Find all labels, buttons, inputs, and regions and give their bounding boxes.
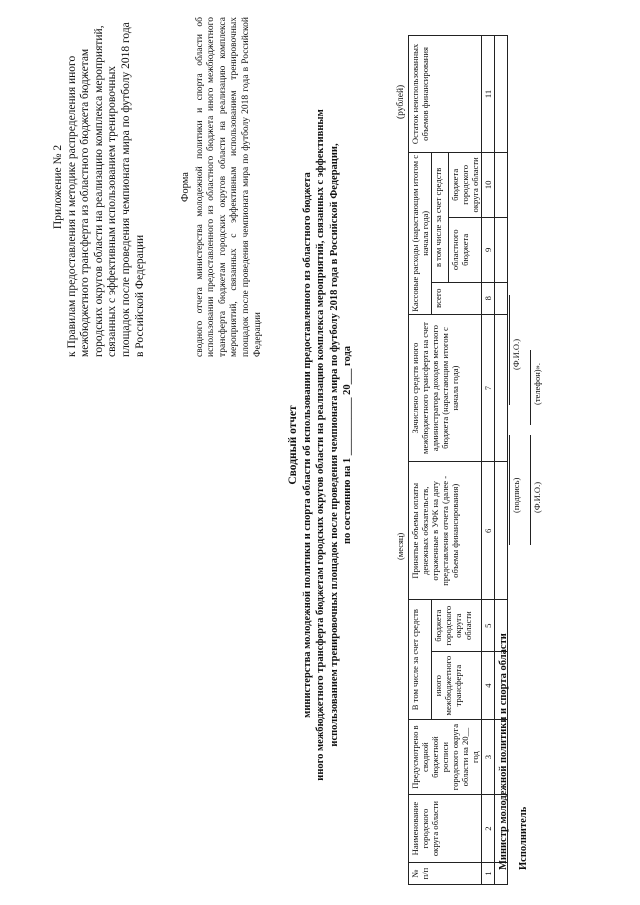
header-liabilities: Принятые объемы оплаты денежных обязательств, отраженные в УФК на дату представления отчета (далее - объемы финансирования)	[409, 462, 482, 600]
header-including: В том числе за счет средств	[409, 600, 432, 720]
table-row-numbers	[482, 36, 495, 885]
header-planned: Предусмотрено в сводной бюджетной росписи городского округа области на 20__ год	[409, 720, 482, 795]
header-district-name: Наименование городского округа области	[409, 795, 482, 863]
col-number: 4	[482, 652, 495, 720]
header-city-budget: бюджета городского округа области	[432, 600, 482, 652]
col-number: 6	[482, 462, 495, 600]
report-table	[408, 35, 508, 885]
month-hint: (месяц)	[395, 532, 405, 560]
col-number: 1	[482, 863, 495, 885]
header-total: всего	[432, 282, 482, 314]
table-cell	[495, 462, 508, 600]
header-regional-budget: областного бюджета	[449, 217, 482, 282]
table-cell	[495, 282, 508, 314]
form-text: сводного отчета министерства молодежной политики и спорта области об использовании предоставленного из областного бюджета иного межбюджетного трансферта бюджетам городских округов области на реализацию комплекса мероприятий, связанных с эффективным использованием тренировочных площадок после проведения чемпионата мира по футболу 2018 года в Российской Федерации	[194, 17, 263, 357]
phone-hint: (телефон)».	[532, 363, 542, 405]
report-title-line4: использованием тренировочных площадок после проведения чемпионата мира по футболу 2018 года в Российской Федерации,	[328, 143, 340, 747]
col-number: 10	[482, 152, 495, 217]
unit-label: (рублей)	[396, 84, 406, 119]
header-other-transfer: иного межбюджетного трансферта	[432, 652, 482, 720]
minister-label: Министр молодежной политики и спорта области	[498, 633, 509, 870]
header-credited: Зачислено средств иного межбюджетного трансферта на счет администратора доходов местного бюджета (нарастающим итогом с начала года)	[409, 314, 482, 462]
signature-line	[509, 435, 510, 545]
header-city-budget-2: бюджета городского округа области	[449, 152, 482, 217]
table-cell	[495, 152, 508, 217]
phone-line	[530, 350, 531, 425]
report-title	[287, 25, 355, 865]
executor-fio-line	[530, 435, 531, 545]
report-title-line3: иного межбюджетного трансферта бюджетам городских округов области на реализацию комплекса мероприятий, связанных с эффективным	[315, 109, 327, 781]
appendix-text: к Правилам предоставления и методике распределения иного межбюджетного трансферта из областного бюджета бюджетам городских округов области на реализацию комплекса мероприятий, связанных с эффективным использованием тренировочных площадок после проведения чемпионата мира по футболу 2018 года в Российской Федерации	[65, 22, 146, 357]
col-number: 8	[482, 282, 495, 314]
table-cell	[495, 217, 508, 282]
report-title-line2: министерства молодежной политики и спорта области об использовании предоставленного из областного бюджета	[301, 172, 313, 718]
signature-hint: (подпись)	[511, 477, 521, 513]
appendix-block	[52, 17, 147, 357]
col-number: 3	[482, 720, 495, 795]
fio-line	[509, 295, 510, 405]
form-caption-block	[180, 17, 264, 357]
table-cell	[495, 36, 508, 153]
header-cash-expenses: Кассовые расходы (нарастающим итогом с начала года)	[409, 152, 432, 314]
header-including-funds: в том числе за счет средств	[432, 152, 449, 282]
form-title: Форма	[180, 172, 191, 202]
appendix-number: Приложение № 2	[52, 144, 64, 230]
col-number: 11	[482, 36, 495, 153]
col-number: 7	[482, 314, 495, 462]
col-number: 9	[482, 217, 495, 282]
col-number: 5	[482, 600, 495, 652]
report-title-line1: Сводный отчет	[287, 405, 299, 485]
header-remaining: Остаток неиспользованных объемов финансирования	[409, 36, 482, 153]
col-number: 2	[482, 795, 495, 863]
header-no: № п/п	[409, 863, 482, 885]
executor-fio-hint: (Ф.И.О.)	[532, 481, 542, 513]
report-title-line5: по состоянию на 1 ___________ 20___ года	[342, 345, 354, 545]
fio-hint: (Ф.И.О.)	[511, 338, 521, 370]
executor-label: Исполнитель	[518, 806, 529, 870]
table-cell	[495, 314, 508, 462]
